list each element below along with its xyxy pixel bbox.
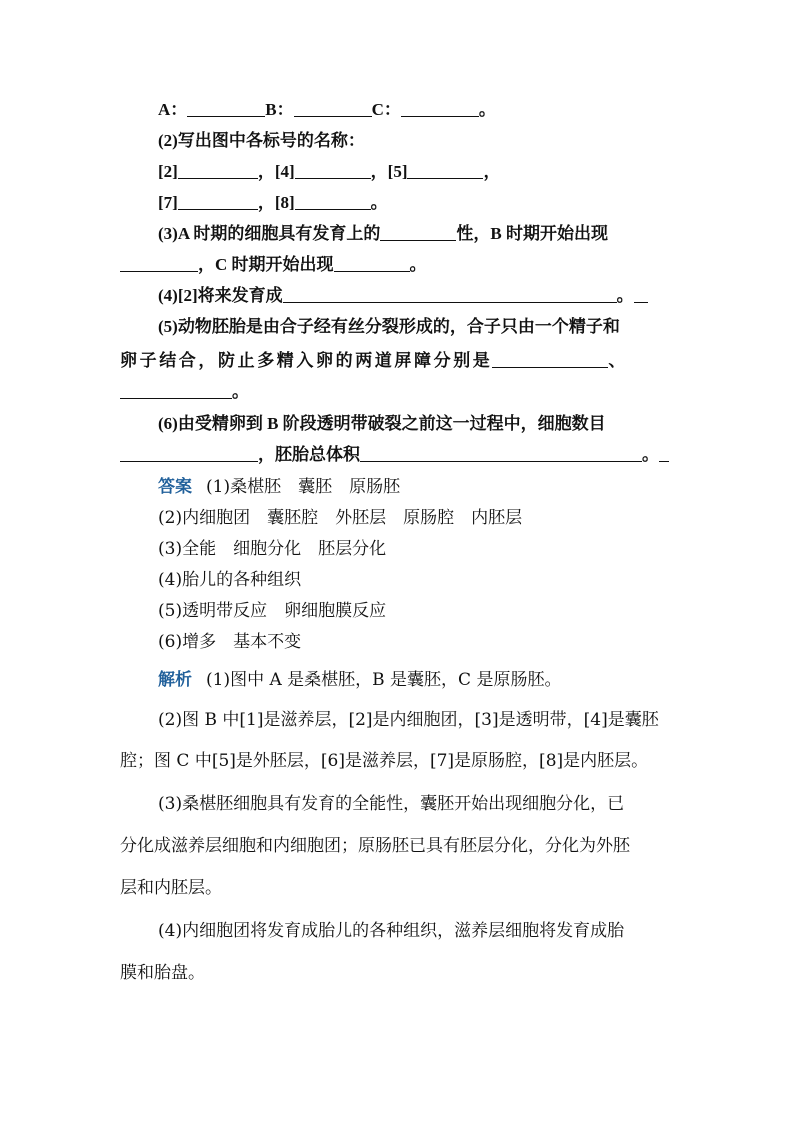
- answer-line-6: (6)增多 基本不变: [158, 632, 302, 652]
- num-7: [7]: [158, 193, 178, 212]
- q4-line: [158, 285, 648, 307]
- analysis-p2-line1: (2)图 B 中[1]是滋养层，[2]是内细胞团，[3]是透明带，[4]是囊胚: [158, 710, 659, 730]
- q5-line1: (5)动物胚胎是由合子经有丝分裂形成的，合子只由一个精子和: [158, 317, 620, 336]
- q6-end: 。: [642, 445, 659, 464]
- q3-mid2: ，C 时期开始出现: [198, 255, 334, 274]
- blank-q5-b[interactable]: [120, 382, 232, 399]
- blank-q4-tail: [634, 286, 648, 303]
- num-2: [2]: [158, 162, 178, 181]
- blank-q6-b[interactable]: [360, 445, 642, 462]
- blank-q5-a[interactable]: [492, 351, 608, 368]
- analysis-p3-line2: 分化成滋养层细胞和内细胞团；原肠胚已具有胚层分化，分化为外胚: [120, 836, 630, 856]
- analysis-p4-line2: 膜和胎盘。: [120, 963, 205, 983]
- sep: ，: [257, 193, 275, 212]
- q5-line3: [120, 381, 249, 403]
- blank-q3-b[interactable]: [120, 255, 198, 272]
- answer-line-5: (5)透明带反应 卵细胞膜反应: [158, 601, 387, 621]
- sep: ，: [370, 162, 388, 181]
- label-b: B：: [265, 100, 294, 119]
- num-8: [8]: [274, 193, 295, 212]
- sep: ，: [483, 162, 501, 181]
- answer-line-2: (2)内细胞团 囊胚腔 外胚层 原肠腔 内胚层: [158, 508, 523, 528]
- q4-end: 。: [616, 286, 634, 305]
- answer-text: (1)桑椹胚 囊胚 原肠胚: [206, 477, 401, 497]
- blank-a[interactable]: [187, 100, 265, 117]
- q5-lead: 卵子结合，防止多精入卵的两道屏障分别是: [120, 351, 493, 370]
- blank-q3-c[interactable]: [334, 255, 410, 272]
- q3-mid: 性，B 时期开始出现: [456, 224, 609, 243]
- analysis-p4-line1: (4)内细胞团将发育成胎儿的各种组织，滋养层细胞将发育成胎: [158, 921, 625, 941]
- answer-line-3: (3)全能 细胞分化 胚层分化: [158, 539, 387, 559]
- blank-q4[interactable]: [283, 286, 617, 303]
- q6-mid: ，胚胎总体积: [258, 445, 360, 464]
- answer-line-1: [158, 476, 400, 498]
- analysis-p3-line1: (3)桑椹胚细胞具有发育的全能性，囊胚开始出现细胞分化，已: [158, 794, 625, 814]
- label-c: C：: [371, 100, 401, 119]
- blank-q3-a[interactable]: [380, 224, 456, 241]
- q3-lead: (3)A 时期的细胞具有发育上的: [158, 224, 381, 243]
- answer-line-4: (4)胎儿的各种组织: [158, 570, 302, 590]
- sep: ，: [257, 162, 275, 181]
- q1-end: 。: [478, 100, 496, 119]
- label-a: A：: [158, 100, 188, 119]
- q3-line1: [158, 223, 608, 245]
- q5-end: 。: [232, 382, 249, 401]
- q4-lead: (4)[2]将来发育成: [158, 286, 283, 305]
- blank-7[interactable]: [178, 193, 258, 210]
- q3-end: 。: [409, 255, 427, 274]
- analysis-text: (1)图中 A 是桑椹胚，B 是囊胚，C 是原肠胚。: [206, 670, 562, 690]
- analysis-p3-line3: 层和内胚层。: [120, 878, 222, 898]
- blank-8[interactable]: [295, 193, 371, 210]
- analysis-label: 解析: [158, 670, 192, 690]
- q3-line2: [120, 254, 427, 276]
- blank-c[interactable]: [401, 100, 479, 117]
- num-4: [4]: [274, 162, 295, 181]
- blank-4[interactable]: [295, 162, 371, 179]
- q2-row2: [158, 192, 388, 214]
- blank-2[interactable]: [178, 162, 258, 179]
- q6-line1: (6)由受精卵到 B 阶段透明带破裂之前这一过程中，细胞数目: [158, 414, 606, 433]
- blank-5[interactable]: [407, 162, 483, 179]
- q5-sep: 、: [608, 351, 626, 370]
- q5-line2: [120, 350, 625, 372]
- blank-q6-tail: [659, 445, 669, 462]
- q1-line: [158, 99, 496, 121]
- analysis-p1: [158, 669, 561, 691]
- q2-row1: [158, 161, 500, 183]
- blank-b[interactable]: [294, 100, 372, 117]
- q2-prompt: (2)写出图中各标号的名称：: [158, 131, 365, 150]
- analysis-p2-line2: 腔；图 C 中[5]是外胚层，[6]是滋养层，[7]是原肠腔，[8]是内胚层。: [120, 751, 649, 771]
- num-5: [5]: [387, 162, 408, 181]
- answer-label: 答案: [158, 477, 192, 497]
- q2-end: 。: [370, 193, 388, 212]
- q6-line2: [120, 444, 669, 466]
- blank-q6-a[interactable]: [120, 445, 258, 462]
